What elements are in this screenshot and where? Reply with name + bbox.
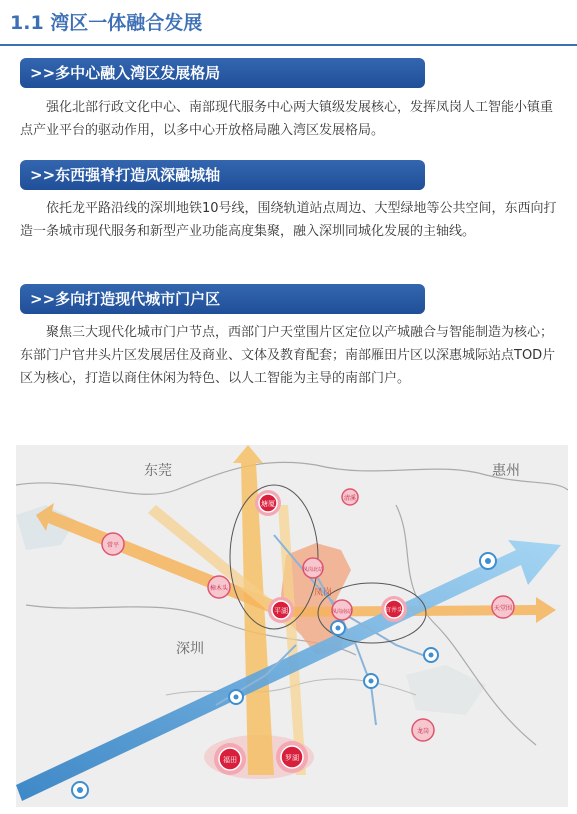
label-fenggang: 凤岗 [314, 588, 333, 598]
node-pinghu-label: 平湖 [274, 607, 288, 615]
section-paragraph-1: 强化北部行政文化中心、南部现代服务中心两大镇级发展核心，发挥凤岗人工智能小镇重点产业平台的驱动作用，以多中心开放格局融入湾区发展格局。 [20, 100, 554, 138]
node-tangxia-label: 塘厦 [261, 500, 275, 508]
node-luohu-label: 罗湖 [285, 754, 299, 762]
node-tiantangwei [492, 596, 514, 618]
station-marker [424, 648, 438, 662]
title-divider [0, 44, 577, 46]
label-huizhou: 惠州 [492, 463, 520, 479]
node-fenggang-south-label: 凤岗南站 [331, 609, 353, 615]
station-marker [229, 690, 243, 704]
node-fenggang-south [332, 600, 352, 620]
node-zhangmutou-label: 樟木头 [209, 585, 229, 592]
node-qingxi-label: 清溪 [343, 495, 357, 502]
node-longgang [412, 719, 434, 741]
label-dongguan: 东莞 [144, 463, 172, 479]
node-tangxia [255, 490, 281, 516]
node-changping-label: 常平 [106, 542, 120, 549]
node-xixiang [72, 782, 88, 798]
regional-map [16, 445, 568, 807]
station-marker [331, 621, 345, 635]
node-pinghu [268, 597, 294, 623]
node-tiantangwei-label: 天堂围 [493, 605, 513, 612]
node-futian [214, 743, 246, 775]
node-luohu [276, 741, 308, 773]
node-changping [102, 533, 124, 555]
node-guanjingtou [381, 596, 407, 622]
node-fenggang-north-label: 凤岗北站 [302, 567, 324, 573]
section-heading-3: >>多向打造现代城市门户区 [20, 284, 425, 314]
section-heading-2: >>东西强脊打造凤深融城轴 [20, 160, 425, 190]
station-marker [364, 674, 378, 688]
node-zhangmutou [208, 576, 230, 598]
section-paragraph-3: 聚焦三大现代化城市门户节点，西部门户天堂围片区定位以产城融合与智能制造为核心；东部门户官井头片区发展居住及商业、文体及教育配套；南部雁田片区以深惠城际站点TOD片区为核心，打造以商住休闲为特色、以人工智能为主导的南部门户。 [20, 325, 556, 386]
section-heading-1: >>多中心融入湾区发展格局 [20, 58, 425, 88]
node-guanjingtou-label: 官井头 [384, 607, 404, 614]
label-shenzhen: 深圳 [176, 641, 204, 657]
node-futian-label: 福田 [223, 756, 237, 764]
node-longgang-label: 龙岗 [416, 728, 430, 735]
node-yantian [480, 553, 496, 569]
page-title: 1.1 湾区一体融合发展 [10, 12, 203, 34]
section-paragraph-2: 依托龙平路沿线的深圳地铁10号线，围绕轨道站点周边、大型绿地等公共空间，东西向打造一条城市现代服务和新型产业功能高度集聚，融入深圳同城化发展的主轴线。 [20, 201, 557, 239]
node-qingxi [342, 489, 358, 505]
node-fenggang-north [303, 558, 323, 578]
